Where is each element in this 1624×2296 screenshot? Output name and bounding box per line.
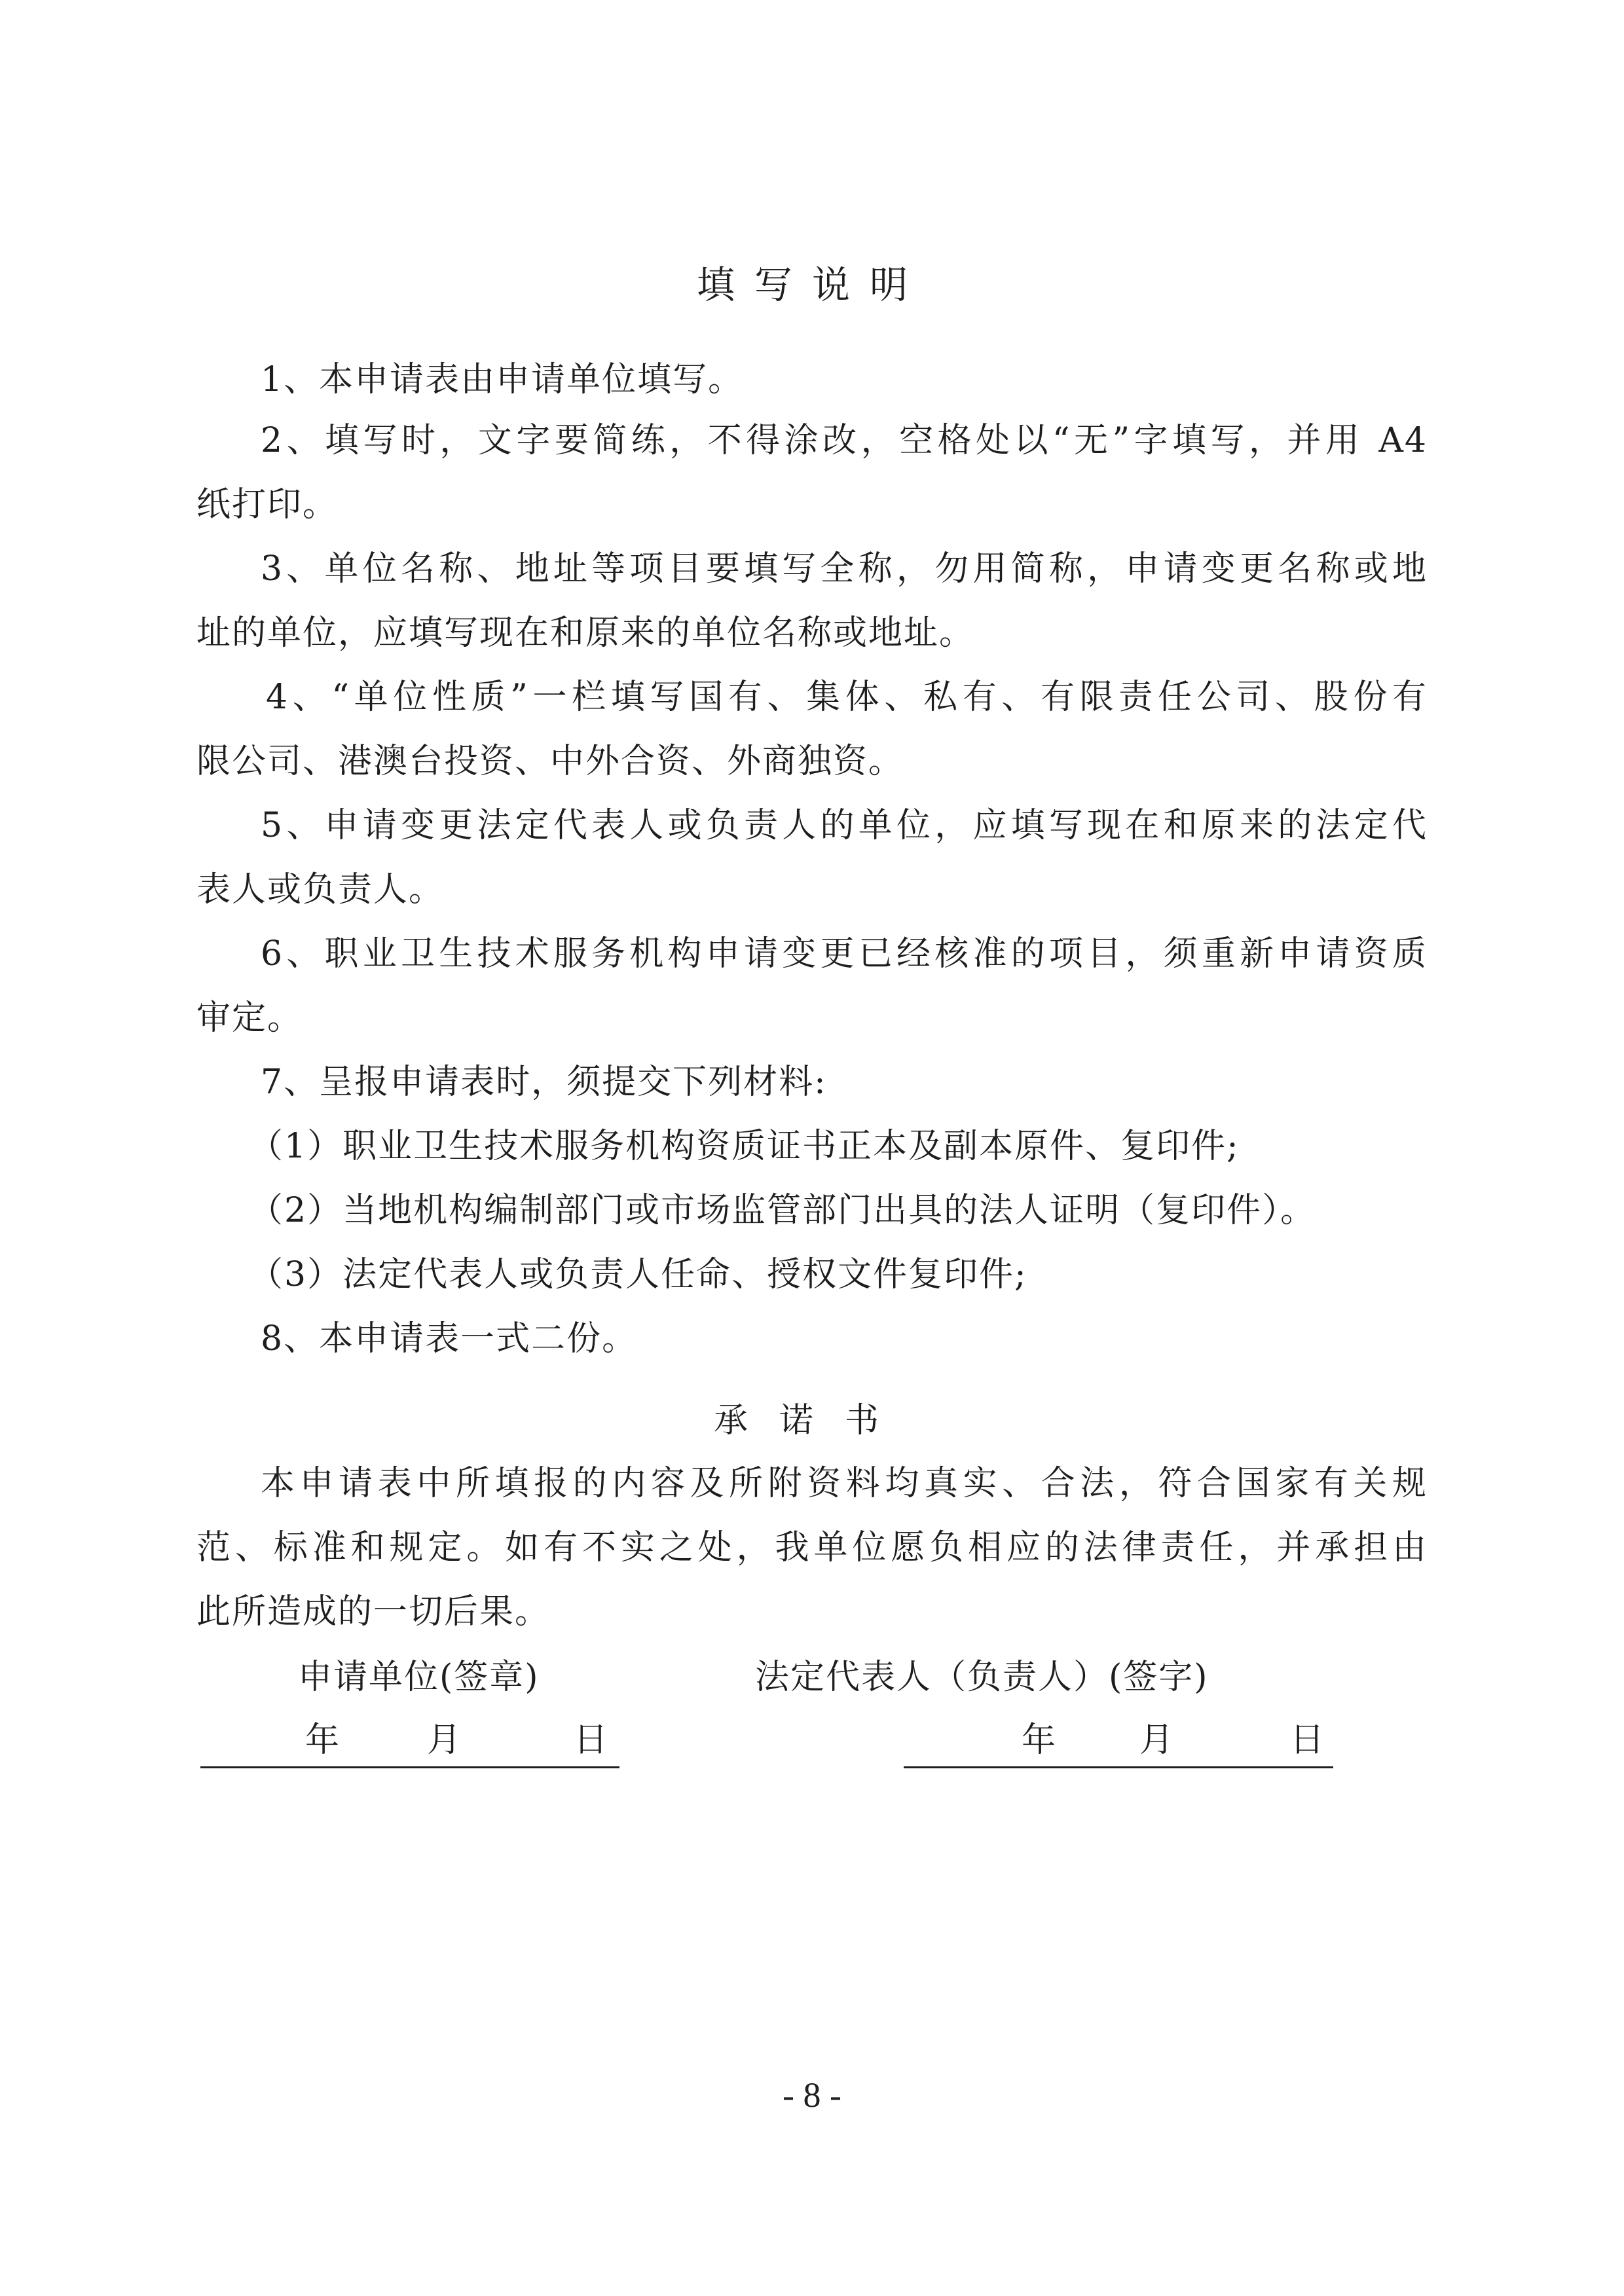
instruction-item-7-sub-2: （2）当地机构编制部门或市场监管部门出具的法人证明（复印件）。 [249,1191,1316,1230]
applicant-date-month: 月 [427,1721,462,1760]
instruction-item-7-sub-3: （3）法定代表人或负责人任命、授权文件复印件; [249,1255,1027,1294]
legal-representative-date-day: 日 [1290,1721,1325,1760]
applicant-signature-label: 申请单位(签章) [298,1658,540,1697]
instruction-item-4-line-1: 4、“单位性质”一栏填写国有、集体、私有、有限责任公司、股份有 [266,678,1428,717]
applicant-date-day: 日 [574,1721,608,1760]
instruction-item-6-line-1: 6、职业卫生技术服务机构申请变更已经核准的项目，须重新申请资质 [261,934,1428,974]
instruction-item-8: 8、本申请表一式二份。 [261,1319,638,1358]
instruction-item-1: 1、本申请表由申请单位填写。 [261,360,744,399]
pledge-title: 承诺书 [713,1401,910,1440]
instruction-item-3-line-2: 址的单位，应填写现在和原来的单位名称或地址。 [196,613,975,653]
legal-representative-date-line [904,1714,1333,1768]
pledge-line-2: 范、标准和规定。如有不实之处，我单位愿负相应的法律责任，并承担由 [196,1528,1428,1567]
instruction-item-5-line-1: 5、申请变更法定代表人或负责人的单位，应填写现在和原来的法定代 [261,806,1428,845]
legal-representative-date-year: 年 [1022,1721,1056,1760]
instruction-item-3-line-1: 3、单位名称、地址等项目要填写全称，勿用简称，申请变更名称或地 [261,549,1428,589]
instruction-item-7: 7、呈报申请表时，须提交下列材料: [261,1063,827,1102]
instruction-item-5-line-2: 表人或负责人。 [196,870,445,909]
instruction-item-2-line-1: 2、填写时，文字要简练，不得涂改，空格处以“无”字填写，并用 A4 [261,421,1428,460]
instruction-item-2-line-2: 纸打印。 [196,485,339,524]
instruction-item-7-sub-1: （1）职业卫生技术服务机构资质证书正本及副本原件、复印件; [249,1127,1240,1166]
legal-representative-date-month: 月 [1139,1721,1174,1760]
applicant-date-year: 年 [305,1721,340,1760]
pledge-line-1: 本申请表中所填报的内容及所附资料均真实、合法，符合国家有关规 [261,1464,1428,1503]
instruction-item-6-line-2: 审定。 [196,998,303,1038]
page-title: 填写说明 [696,263,927,307]
instruction-item-4-line-2: 限公司、港澳台投资、中外合资、外商独资。 [196,742,904,781]
page-number: - 8 - [783,2075,841,2115]
legal-representative-signature-label: 法定代表人（负责人）(签字) [755,1658,1209,1697]
pledge-line-3: 此所造成的一切后果。 [196,1592,551,1631]
applicant-date-line [200,1714,619,1768]
